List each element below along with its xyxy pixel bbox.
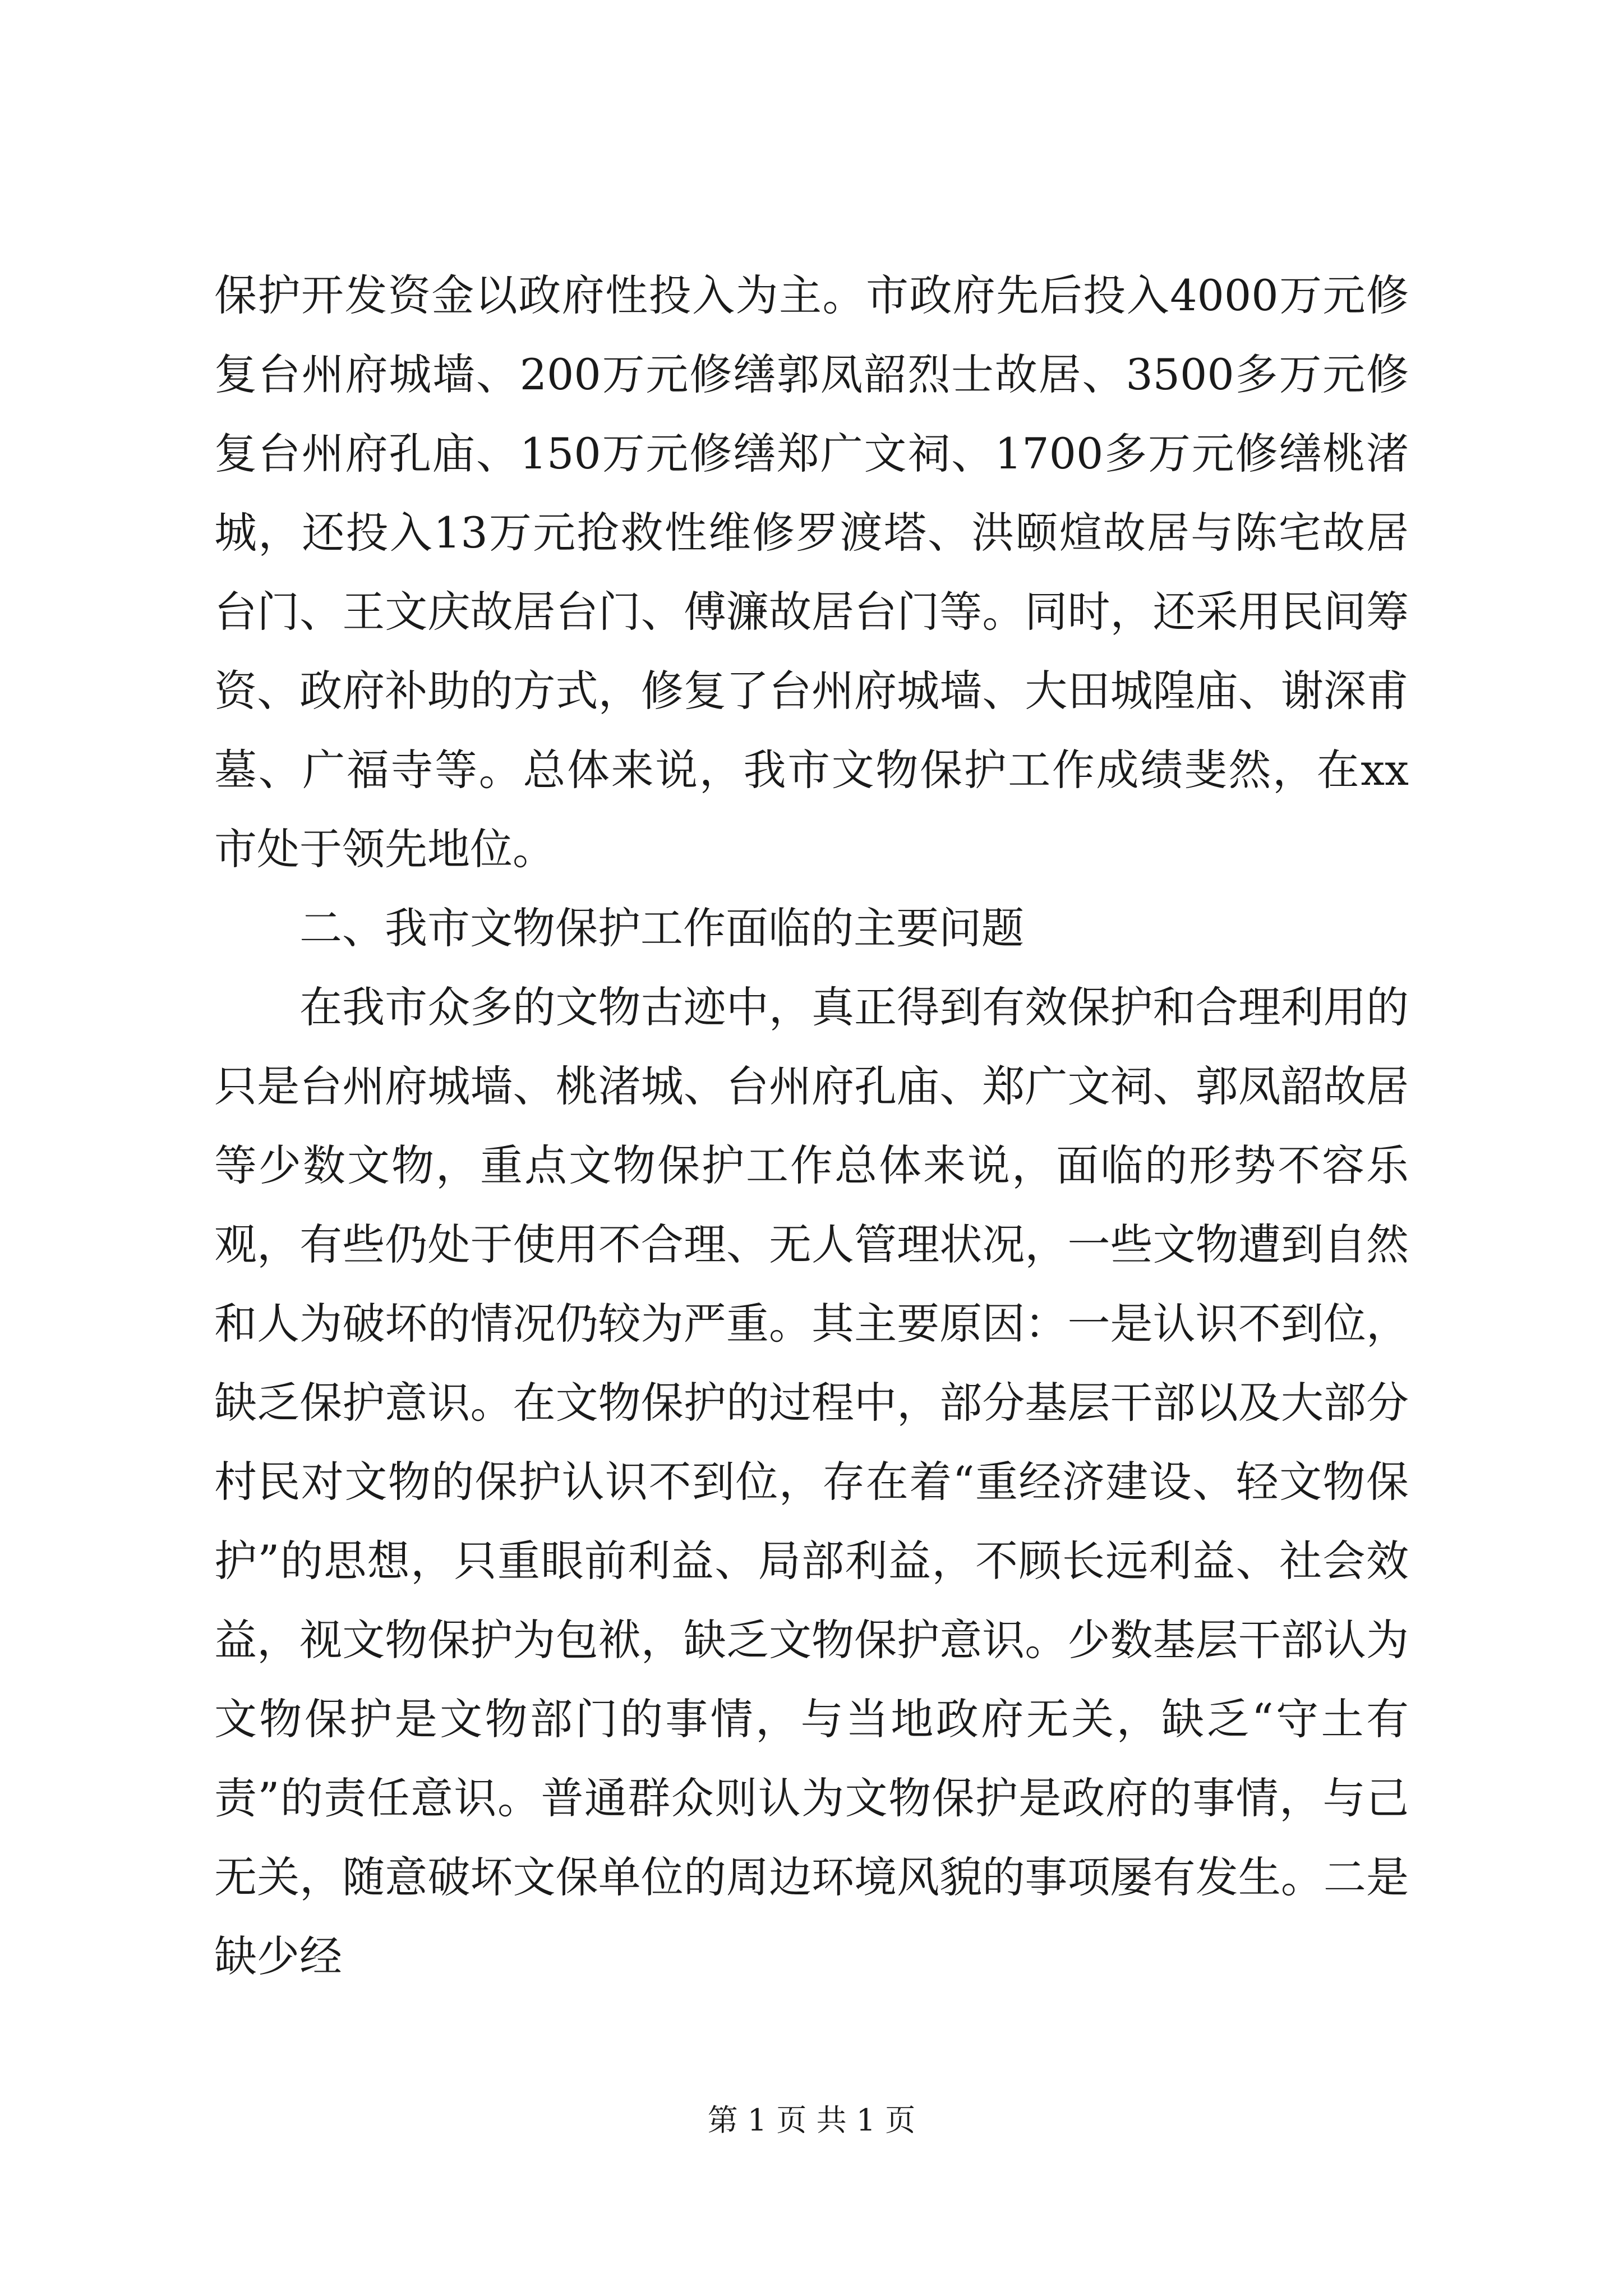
page-footer: 第 1 页 共 1 页 (707, 2102, 916, 2138)
paragraph-problems: 在我市众多的文物古迹中，真正得到有效保护和合理利用的只是台州府城墙、桃渚城、台州府孔庙、郑广文祠、郭凤韶故居等少数文物，重点文物保护工作总体来说，面临的形势不容乐观，有些仍处于使用不合理、无人管理状况，一些文物遭到自然和人为破坏的情况仍较为严重。其主要原因：一是认识不到位，缺乏保护意识。在文物保护的过程中，部分基层干部以及大部分村民对文物的保护认识不到位，存在着“重经济建设、轻文物保护”的思想，只重眼前利益、局部利益，不顾长远利益、社会效益，视文物保护为包袱，缺乏文物保护意识。少数基层干部认为文物保护是文物部门的事情，与当地政府无关，缺乏“守土有责”的责任意识。普通群众则认为文物保护是政府的事情，与己无关，随意破坏文保单位的周边环境风貌的事项屡有发生。二是缺少经 (214, 982, 1409, 1981)
section-heading-main-problems: 二、我市文物保护工作面临的主要问题 (299, 903, 1024, 953)
paragraph-funding: 保护开发资金以政府性投入为主。市政府先后投入4000万元修复台州府城墙、200万元修缮郭凤韶烈士故居、3500多万元修复台州府孔庙、150万元修缮郑广文祠、1700多万元修缮桃渚城，还投入13万元抢救性维修罗渡塔、洪颐煊故居与陈宅故居台门、王文庆故居台门、傅濂故居台门等。同时，还采用民间筹资、政府补助的方式，修复了台州府城墙、大田城隍庙、谢深甫墓、广福寺等。总体来说，我市文物保护工作成绩斐然，在xx市处于领先地位。 (214, 270, 1409, 874)
document-body (214, 256, 1409, 1996)
